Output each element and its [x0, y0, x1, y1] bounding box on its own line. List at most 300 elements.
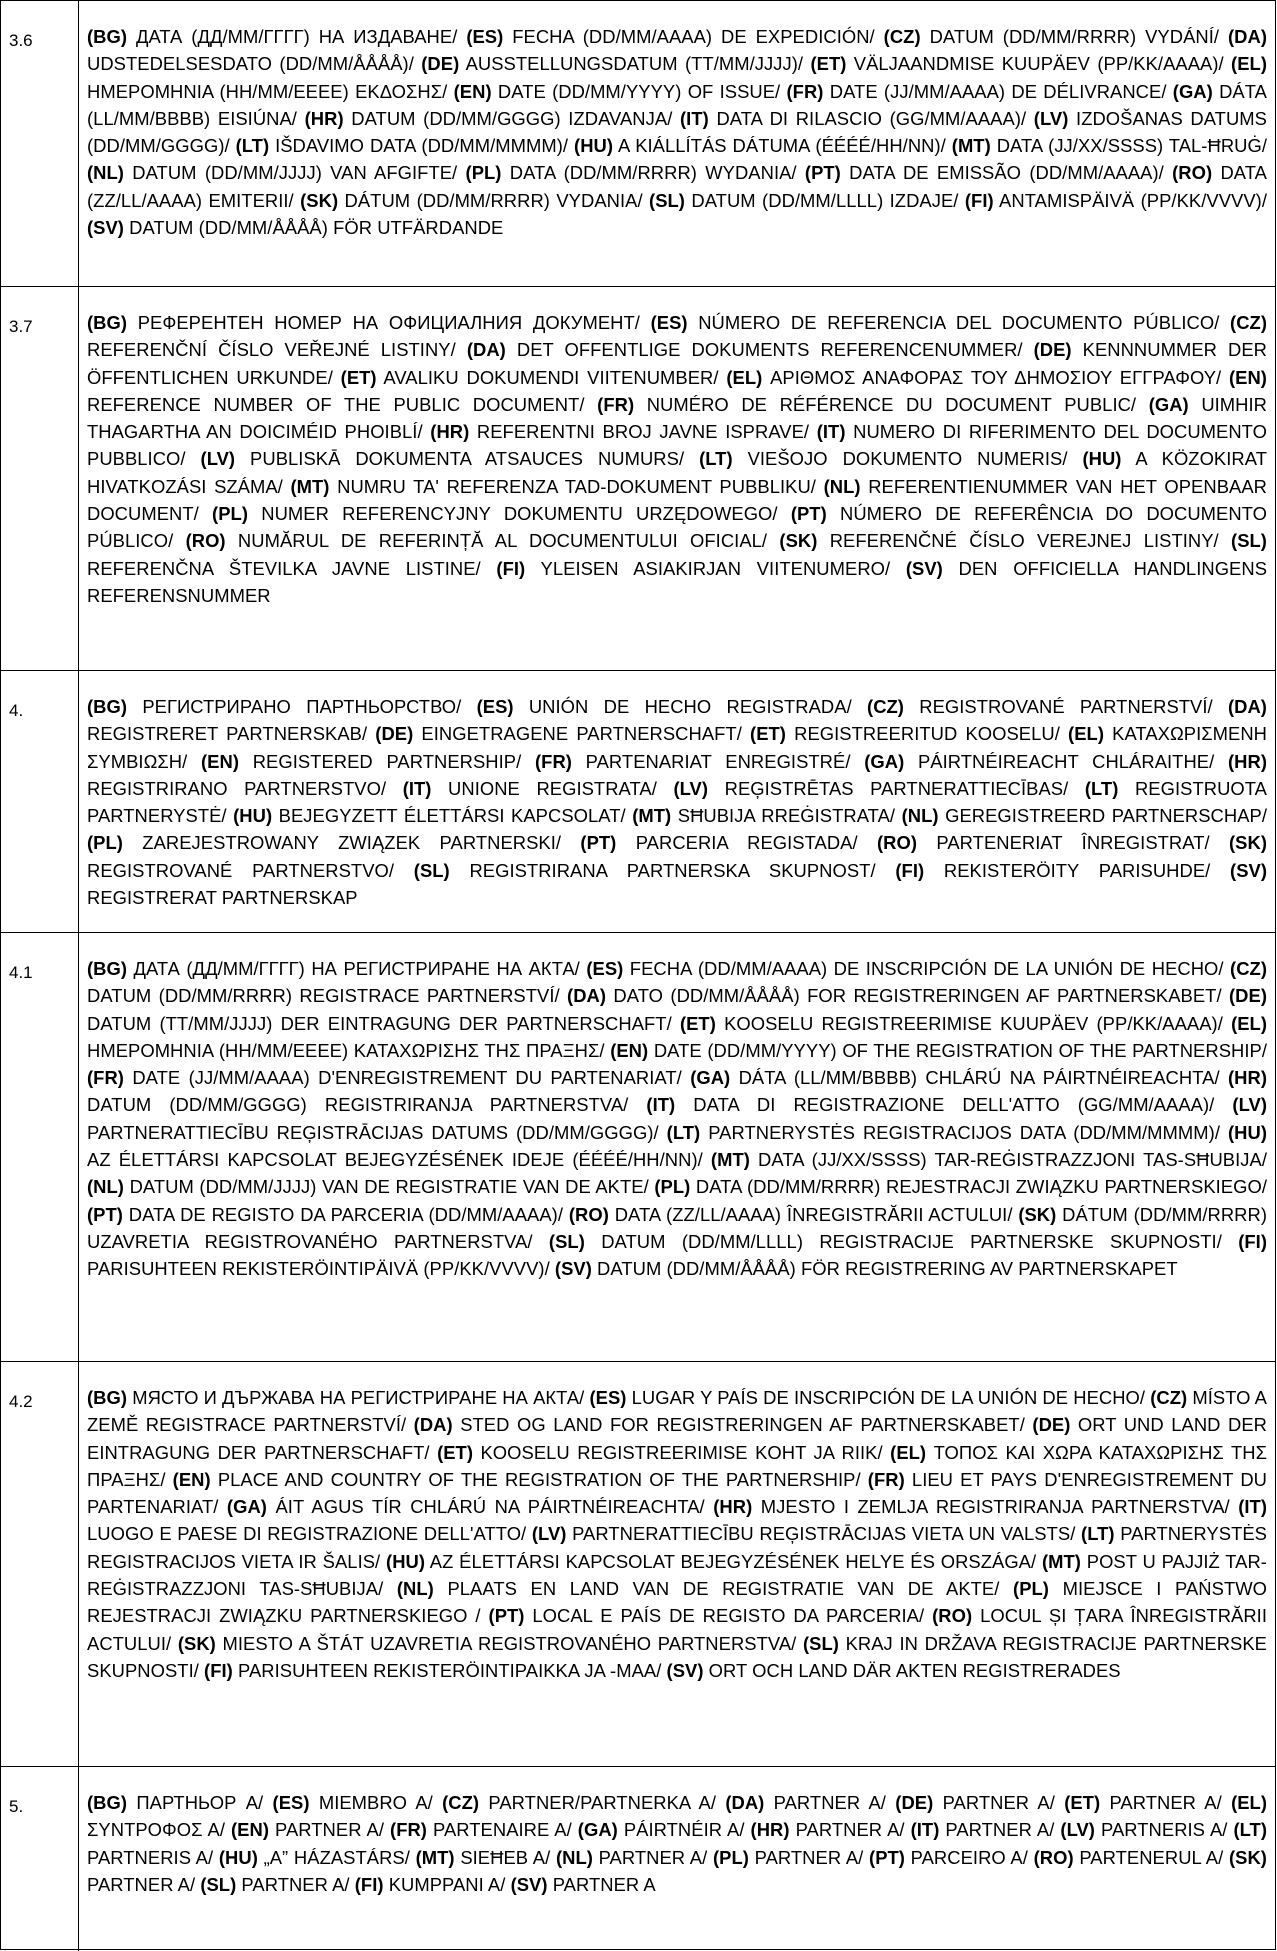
translation-text: DATA (ZZ/LL/AAAA) EMITERII/ — [87, 162, 1267, 211]
translation-text: DATA (ZZ/LL/AAAA) ÎNREGISTRĂRII ACTULUI/ — [608, 1203, 1019, 1225]
language-code: (LT) — [666, 1121, 701, 1143]
translation-text: PARTNER/PARTNERKA A/ — [479, 1792, 726, 1813]
translation-text: ΑΡΙΘΜΟΣ ΑΝΑΦΟΡΑΣ ΤΟΥ ΔΗΜΟΣΙΟΥ ΕΓΓΡΑΦΟΥ/ — [762, 366, 1229, 388]
language-code: (DA) — [413, 1414, 453, 1436]
translation-text: PARTNER A/ — [236, 1873, 355, 1895]
translation-text: REGISTREERITUD KOOSELU/ — [785, 723, 1069, 745]
translation-text: PARTNERATTIECĪBU REĢISTRĀCIJAS DATUMS (DD/MM/GGGG)/ — [87, 1121, 667, 1143]
row-text — [79, 1, 1275, 286]
language-code: (IT) — [1238, 1496, 1267, 1518]
translation-text: NÚMERO DE REFERÊNCIA DO DOCUMENTO PÚBLICO/ — [87, 503, 1268, 552]
translation-text: PUBLISKĀ DOKUMENTA ATSAUCES NUMURS/ — [235, 448, 700, 470]
translation-text: KUMPPANI A/ — [383, 1873, 511, 1895]
translation-text: PARCEIRO A/ — [904, 1846, 1034, 1868]
translation-text: A KIÁLLÍTÁS DÁTUMA (ÉÉÉÉ/HH/NN)/ — [613, 135, 952, 157]
language-code: (SK) — [1018, 1203, 1057, 1225]
language-code: (EN) — [453, 80, 492, 102]
translation-text: ΣΥΝΤΡΟΦΟΣ Α/ — [87, 1819, 231, 1841]
row-number: 3.7 — [1, 287, 79, 670]
language-code: (PT) — [580, 832, 617, 854]
language-code: (NL) — [87, 162, 124, 184]
language-code: (SV) — [87, 217, 124, 239]
row-number: 5. — [1, 1767, 79, 1951]
language-code: (LT) — [699, 448, 733, 470]
translation-text: AZ ÉLETTÁRSI KAPCSOLAT BEJEGYZÉSÉNEK IDEJE (ÉÉÉÉ/HH/NN)/ — [87, 1149, 711, 1171]
language-code: (CZ) — [1230, 958, 1268, 979]
language-code: (MT) — [632, 805, 672, 827]
translation-text: PARTNER A/ — [592, 1846, 713, 1868]
language-code: (EL) — [890, 1441, 927, 1463]
language-code: (CZ) — [442, 1792, 480, 1813]
language-code: (DA) — [466, 339, 506, 361]
translation-text: ZAREJESTROWANY ZWIĄZEK PARTNERSKI/ — [122, 832, 581, 854]
language-code: (PT) — [869, 1846, 905, 1868]
translation-text: DATE (JJ/MM/AAAA) D'ENREGISTREMENT DU PARTENARIAT/ — [123, 1067, 691, 1089]
translation-text: AUSSTELLUNGSDATUM (TT/MM/JJJJ)/ — [459, 53, 811, 75]
language-code: (SL) — [413, 859, 450, 881]
translation-text: ΤΟΠΟΣ ΚΑΙ ΧΩΡΑ ΚΑΤΑΧΩΡΙΣΗΣ ΤΗΣ ΠΡΑΞΗΣ/ — [87, 1441, 1267, 1490]
translation-text: UNIONE REGISTRATA/ — [431, 777, 674, 799]
translation-text: REGISTROVANÉ PARTNERSTVÍ/ — [903, 696, 1228, 717]
translation-text: DATA (JJ/XX/SSSS) TAR-REĠISTRAZZJONI TAS-SĦUBIJA/ — [749, 1149, 1267, 1171]
translation-text: DATUM (DD/MM/JJJJ) VAN AFGIFTE/ — [123, 162, 466, 184]
translation-text: FECHA (DD/MM/AAAA) DE INSCRIPCIÓN DE LA UNIÓN DE HECHO/ — [623, 958, 1231, 979]
translation-text: PARISUHTEEN REKISTERÖINTIPÄIVÄ (PP/KK/VVVV)/ — [87, 1258, 555, 1280]
translation-text: DATA DE REGISTO DA PARCERIA (DD/MM/AAAA)/ — [122, 1203, 569, 1225]
language-code: (LV) — [673, 777, 709, 799]
language-code: (DA) — [1227, 26, 1267, 47]
language-code: (NL) — [396, 1578, 434, 1600]
language-code: (GA) — [226, 1496, 267, 1518]
language-code: (DA) — [567, 985, 607, 1007]
translation-text: DATA DI REGISTRAZIONE DELL'ATTO (GG/MM/AAAA)/ — [675, 1094, 1233, 1116]
translation-text: DET OFFENTLIGE DOKUMENTS REFERENCENUMMER/ — [505, 339, 1034, 361]
language-code: (EN) — [610, 1039, 649, 1061]
translation-text: MÍSTO A ZEMĚ REGISTRACE PARTNERSTVÍ/ — [87, 1387, 1267, 1436]
language-code: (HU) — [1082, 448, 1122, 470]
language-code: (IT) — [816, 421, 846, 443]
translation-text: PARTNERYSTĖS REGISTRACIJOS DATA (DD/MM/MMMM)/ — [700, 1121, 1228, 1143]
language-code: (DA) — [1227, 696, 1267, 717]
translation-text: LOCAL E PAÍS DE REGISTO DA PARCERIA/ — [524, 1605, 933, 1627]
translation-text: REGISTROVANÉ PARTNERSTVO/ — [87, 859, 414, 881]
language-code: (IT) — [402, 777, 432, 799]
translation-text: РЕФЕРЕНТЕН НОМЕР НА ОФИЦИАЛНИЯ ДОКУМЕНТ/ — [127, 312, 651, 333]
translation-text: MIEMBRO A/ — [309, 1792, 443, 1813]
language-code: (FI) — [895, 859, 925, 881]
language-code: (PT) — [488, 1605, 525, 1627]
translation-text: NÚMERO DE REFERENCIA DEL DOCUMENTO PÚBLICO/ — [687, 312, 1231, 333]
language-code: (LT) — [235, 135, 270, 157]
translation-text: REFERENČNÉ ČÍSLO VEREJNEJ LISTINY/ — [817, 530, 1232, 552]
language-code: (PT) — [790, 503, 827, 525]
translation-text: PARISUHTEEN REKISTERÖINTIPAIKKA JA -MAA/ — [232, 1659, 667, 1681]
translation-text: DATA (DD/MM/RRRR) WYDANIA/ — [501, 162, 805, 184]
translation-text: DATUM (DD/MM/ÅÅÅÅ) FÖR REGISTRERING AV PARTNERSKAPET — [591, 1258, 1178, 1280]
translation-text: NUMRU TA' REFERENZA TAD-DOKUMENT PUBBLIKU/ — [329, 475, 824, 497]
translation-text: PARTNERIS A/ — [1094, 1819, 1234, 1841]
language-code: (NL) — [823, 475, 861, 497]
language-code: (SL) — [1231, 530, 1267, 552]
translation-text: DATA (DD/MM/RRRR) REJESTRACJI ZWIĄZKU PARTNERSKIEGO/ — [690, 1176, 1267, 1198]
language-code: (EL) — [1068, 723, 1104, 745]
language-code: (RO) — [877, 832, 918, 854]
language-code: (HR) — [304, 107, 344, 129]
translation-text: ПАРТНЬОР А/ — [127, 1792, 273, 1813]
translation-text: DATUM (DD/MM/LLLL) IZDAJE/ — [684, 189, 965, 211]
translation-text: LUOGO E PAESE DI REGISTRAZIONE DELL'ATTO/ — [87, 1523, 532, 1545]
language-code: (PL) — [87, 832, 123, 854]
language-code: (SL) — [649, 189, 685, 211]
language-code: (SK) — [177, 1632, 216, 1654]
translation-text: UDSTEDELSESDATO (DD/MM/ÅÅÅÅ)/ — [87, 53, 422, 75]
row-text — [79, 1362, 1275, 1766]
translation-text: NUMERO DI RIFERIMENTO DEL DOCUMENTO PUBBLICO/ — [87, 421, 1267, 470]
translation-text: REFERENCE NUMBER OF THE PUBLIC DOCUMENT/ — [87, 393, 598, 415]
language-code: (NL) — [87, 1176, 124, 1198]
language-code: (SK) — [779, 530, 818, 552]
language-code: (ET) — [750, 723, 786, 745]
translation-text: POST U PAJJIŻ TAR-REĠISTRAZZJONI TAS-SĦUBIJA/ — [87, 1550, 1267, 1600]
language-code: (GA) — [1172, 80, 1213, 102]
translation-text: DATUM (DD/MM/ÅÅÅÅ) FÖR UTFÄRDANDE — [123, 217, 504, 239]
language-code: (HR) — [430, 421, 470, 443]
language-code: (BG) — [87, 958, 128, 979]
translation-text: VÄLJAANDMISE KUUPÄEV (PP/KK/AAAA)/ — [846, 53, 1232, 75]
translation-text: MIEJSCE I PAŃSTWO REJESTRACJI ZWIĄZKU PARTNERSKIEGO / — [87, 1578, 1268, 1627]
translation-text: DATO (DD/MM/ÅÅÅÅ) FOR REGISTRERINGEN AF PARTNERSKABET/ — [606, 985, 1229, 1007]
language-code: (MT) — [710, 1149, 750, 1171]
language-code: (PL) — [654, 1176, 691, 1198]
language-code: (MT) — [951, 135, 991, 157]
translation-text: DATA (JJ/XX/SSSS) TAL-ĦRUĠ/ — [990, 135, 1267, 157]
language-code: (BG) — [87, 696, 128, 717]
translation-text: DÁTUM (DD/MM/RRRR) VYDANIA/ — [338, 189, 650, 211]
translation-text: PLACE AND COUNTRY OF THE REGISTRATION OF THE PARTNERSHIP/ — [210, 1468, 868, 1490]
language-code: (RO) — [185, 530, 226, 552]
language-code: (BG) — [87, 1792, 128, 1813]
translation-text: PÁIRTNÉIR A/ — [617, 1819, 751, 1841]
translation-text: REFERENČNA ŠTEVILKA JAVNE LISTINE/ — [87, 557, 497, 579]
language-code: (FI) — [1238, 1230, 1268, 1252]
language-code: (DE) — [1229, 985, 1267, 1007]
language-code: (BG) — [87, 312, 128, 333]
language-code: (IT) — [910, 1819, 940, 1841]
language-code: (NL) — [901, 805, 939, 827]
language-code: (LV) — [531, 1523, 567, 1545]
translation-text: DATUM (DD/MM/RRRR) VYDÁNÍ/ — [920, 26, 1228, 47]
translation-text: PARTENARIAT ENREGISTRÉ/ — [571, 750, 865, 772]
language-code: (HU) — [218, 1846, 258, 1868]
translation-text: NUMER REFERENCYJNY DOKUMENTU URZĘDOWEGO/ — [248, 503, 791, 525]
translation-text: VIEŠOJO DOKUMENTO NUMERIS/ — [732, 448, 1083, 470]
translation-text: REFERENČNÍ ČÍSLO VEŘEJNÉ LISTINY/ — [87, 339, 467, 361]
row-text — [79, 287, 1275, 670]
language-code: (LT) — [1084, 777, 1119, 799]
language-code: (PL) — [1013, 1578, 1049, 1600]
translation-text: A KÖZOKIRAT HIVATKOZÁSI SZÁMA/ — [87, 448, 1267, 497]
translation-text: DATE (JJ/MM/AAAA) DE DÉLIVRANCE/ — [823, 80, 1173, 102]
translation-text: DÁTA (LL/MM/BBBB) CHLÁRÚ NA PÁIRTNÉIREACHTA/ — [730, 1067, 1228, 1089]
language-code: (BG) — [87, 1387, 128, 1408]
language-code: (SK) — [300, 189, 339, 211]
translation-text: PARTENAIRE A/ — [426, 1819, 578, 1841]
language-code: (HR) — [713, 1496, 753, 1518]
language-code: (LV) — [1033, 107, 1069, 129]
translation-text: KOOSELU REGISTREERIMISE KOHT JA RIIK/ — [473, 1441, 891, 1463]
translation-text: PARTNER A/ — [933, 1792, 1065, 1813]
translation-text: REGISTRERAT PARTNERSKAP — [87, 887, 358, 909]
translation-text: ΗΜΕΡΟΜΗΝΙΑ (ΗΗ/ΜΜ/ΕΕΕΕ) ΕΚΔΟΣΗΣ/ — [87, 80, 454, 102]
translation-text: REGISTRIRANO PARTNERSTVO/ — [87, 777, 403, 799]
row-number: 3.6 — [1, 1, 79, 286]
translation-text: REKISTERÖITY PARISUHDE/ — [924, 859, 1231, 881]
translation-text: UNIÓN DE HECHO REGISTRADA/ — [513, 696, 868, 717]
translation-text: PARTNER A/ — [748, 1846, 870, 1868]
language-code: (SV) — [1230, 859, 1268, 881]
language-code: (NL) — [555, 1846, 593, 1868]
language-code: (DE) — [1033, 339, 1072, 361]
table-row — [1, 1, 1275, 287]
language-code: (DA) — [725, 1792, 765, 1813]
translation-text: PARTNERYSTĖS REGISTRACIJOS VIETA IR ŠALIS/ — [87, 1523, 1267, 1572]
language-code: (IT) — [646, 1094, 676, 1116]
translation-text: DEN OFFICIELLA HANDLINGENS REFERENSNUMMER — [87, 557, 1268, 606]
translation-text: ΚΑΤΑΧΩΡΙΣΜΕΝΗ ΣΥΜΒΙΩΣΗ/ — [87, 723, 1268, 772]
language-code: (EN) — [172, 1468, 211, 1490]
table-row — [1, 287, 1275, 671]
language-code: (FR) — [87, 1067, 124, 1089]
translation-text: ORT UND LAND DER EINTRAGUNG DER PARTNERSCHAFT/ — [87, 1414, 1267, 1463]
translation-text: DATA DE EMISSÃO (DD/MM/AAAA)/ — [840, 162, 1173, 184]
translation-text: REGISTRUOTA PARTNERYSTĖ/ — [87, 777, 1267, 827]
translation-text: DÁTUM (DD/MM/RRRR) UZAVRETIA REGISTROVANÉHO PARTNERSTVA/ — [87, 1203, 1267, 1252]
translation-text: MIESTO A ŠTÁT UZAVRETIA REGISTROVANÉHO PARTNERSTVA/ — [215, 1632, 803, 1654]
translation-text: DATA DI RILASCIO (GG/MM/AAAA)/ — [708, 107, 1034, 129]
language-code: (HU) — [233, 805, 273, 827]
language-code: (DE) — [1032, 1414, 1071, 1436]
translation-text: LIEU ET PAYS D'ENREGISTREMENT DU PARTENARIAT/ — [87, 1468, 1267, 1518]
translation-text: REFERENTNI BROJ JAVNE ISPRAVE/ — [469, 421, 817, 443]
translation-text: AVALIKU DOKUMENDI VIITENUMBER/ — [376, 366, 727, 388]
language-code: (FI) — [496, 557, 526, 579]
language-code: (CZ) — [1230, 312, 1267, 333]
language-code: (CZ) — [1150, 1387, 1188, 1408]
language-code: (ES) — [650, 312, 688, 333]
language-code: (DE) — [895, 1792, 934, 1813]
row-number: 4.1 — [1, 933, 79, 1361]
translation-text: KRAJ IN DRŽAVA REGISTRACIJE PARTNERSKE SKUPNOSTI/ — [87, 1632, 1267, 1681]
language-code: (LT) — [1081, 1523, 1115, 1545]
language-code: (PL) — [712, 1846, 749, 1868]
translation-text: YLEISEN ASIAKIRJAN VIITENUMERO/ — [525, 557, 906, 579]
table-row — [1, 933, 1275, 1362]
translation-text: PARTNER A/ — [269, 1819, 391, 1841]
row-text — [79, 1767, 1275, 1951]
translation-text: PARTENERIAT ÎNREGISTRAT/ — [917, 832, 1229, 854]
translation-text: LOCUL ȘI ȚARA ÎNREGISTRĂRII ACTULUI/ — [87, 1605, 1267, 1654]
table-row — [1, 1767, 1275, 1951]
translation-text: NUMĂRUL DE REFERINȚĂ AL DOCUMENTULUI OFICIAL/ — [225, 530, 780, 552]
translation-text: IŠDAVIMO DATA (DD/MM/MMMM)/ — [269, 135, 575, 157]
language-code: (ET) — [340, 366, 377, 388]
translation-text: SĦUBIJA RREĠISTRATA/ — [671, 805, 902, 827]
translation-text: SIEĦEB A/ — [454, 1846, 556, 1868]
translation-text: ÁIT AGUS TÍR CHLÁRÚ NA PÁIRTNÉIREACHTA/ — [266, 1496, 714, 1518]
translation-text: DATUM (DD/MM/GGGG) IZDAVANJA/ — [343, 107, 680, 129]
language-code: (ET) — [810, 53, 847, 75]
translation-text: PARTNER A — [547, 1873, 656, 1895]
language-code: (HU) — [386, 1550, 426, 1572]
translation-text: MJESTO I ZEMLJA REGISTRIRANJA PARTNERSTVA/ — [752, 1496, 1239, 1518]
language-code: (MT) — [1041, 1550, 1081, 1572]
translation-text: PARTNER A/ — [789, 1819, 911, 1841]
language-code: (ET) — [1064, 1792, 1101, 1813]
language-code: (LV) — [1232, 1094, 1267, 1116]
row-number: 4.2 — [1, 1362, 79, 1766]
language-code: (RO) — [932, 1605, 973, 1627]
translation-text: ORT OCH LAND DÄR AKTEN REGISTRERADES — [703, 1659, 1121, 1681]
language-code: (PT) — [87, 1203, 123, 1225]
translation-text: PARTNER A/ — [1100, 1792, 1232, 1813]
language-code: (DE) — [375, 723, 414, 745]
translation-text: REGISTERED PARTNERSHIP/ — [239, 750, 535, 772]
translation-text: UIMHIR THAGARTHA AN DOICIMÉID PHOIBLÍ/ — [87, 393, 1268, 443]
translation-text: REĢISTRĒTAS PARTNERATTIECĪBAS/ — [708, 777, 1085, 799]
translation-text: REGISTRIRANA PARTNERSKA SKUPNOST/ — [449, 859, 896, 881]
language-code: (LV) — [1060, 1819, 1095, 1841]
language-code: (ES) — [589, 1387, 627, 1408]
translation-text: PARTNER A/ — [939, 1819, 1061, 1841]
language-code: (ET) — [679, 1012, 716, 1034]
language-code: (BG) — [87, 26, 128, 47]
language-code: (SK) — [1229, 832, 1267, 854]
language-code: (RO) — [1172, 162, 1213, 184]
translation-text: DATUM (DD/MM/LLLL) REGISTRACIJE PARTNERSKE SKUPNOSTI/ — [584, 1230, 1239, 1252]
translation-text: PARCERIA REGISTADA/ — [616, 832, 877, 854]
language-code: (ES) — [476, 696, 514, 717]
language-code: (FR) — [597, 393, 635, 415]
row-number: 4. — [1, 671, 79, 932]
translation-text: DATUM (DD/MM/JJJJ) VAN DE REGISTRATIE VAN DE AKTE/ — [123, 1176, 655, 1198]
translation-text: FECHA (DD/MM/AAAA) DE EXPEDICIÓN/ — [503, 26, 884, 47]
language-code: (FR) — [867, 1468, 905, 1490]
language-code: (FI) — [204, 1659, 233, 1681]
language-code: (SL) — [802, 1632, 839, 1654]
language-code: (HR) — [1227, 1067, 1267, 1089]
language-code: (SL) — [548, 1230, 585, 1252]
language-code: (SV) — [666, 1659, 704, 1681]
row-text — [79, 671, 1275, 932]
translation-text: PÁIRTNÉIREACHT CHLÁRAITHE/ — [904, 750, 1228, 772]
translation-text: ДАТА (ДД/ММ/ГГГГ) НА РЕГИСТРИРАНЕ НА АКТА/ — [127, 958, 587, 979]
language-code: (GA) — [577, 1819, 618, 1841]
language-code: (EL) — [726, 366, 763, 388]
language-code: (CZ) — [883, 26, 921, 47]
language-code: (HU) — [1227, 1121, 1267, 1143]
translation-text: ДАТА (ДД/ММ/ГГГГ) НА ИЗДАВАНЕ/ — [127, 26, 467, 47]
language-code: (HR) — [750, 1819, 790, 1841]
translation-text: DATUM (DD/MM/GGGG) REGISTRIRANJA PARTNERSTVA/ — [87, 1094, 647, 1116]
translation-text: DATUM (DD/MM/RRRR) REGISTRACE PARTNERSTVÍ/ — [87, 985, 568, 1007]
language-code: (RO) — [568, 1203, 609, 1225]
translation-text: DATE (DD/MM/YYYY) OF ISSUE/ — [491, 80, 787, 102]
language-code: (MT) — [290, 475, 330, 497]
language-code: (FI) — [354, 1873, 384, 1895]
language-code: (HU) — [574, 135, 614, 157]
language-code: (ES) — [586, 958, 624, 979]
language-code: (ES) — [272, 1792, 310, 1813]
language-code: (EL) — [1231, 1792, 1268, 1813]
translation-text: AZ ÉLETTÁRSI KAPCSOLAT BEJEGYZÉSÉNEK HELYE ÉS ORSZÁGA/ — [425, 1550, 1042, 1572]
language-code: (SV) — [510, 1873, 548, 1895]
translation-text: DATE (DD/MM/YYYY) OF THE REGISTRATION OF THE PARTNERSHIP/ — [648, 1039, 1267, 1061]
translation-text: STED OG LAND FOR REGISTRERINGEN AF PARTNERSKABET/ — [452, 1414, 1033, 1436]
translation-text: NUMÉRO DE RÉFÉRENCE DU DOCUMENT PUBLIC/ — [634, 393, 1149, 415]
translation-text: PARTNER A/ — [87, 1873, 201, 1895]
language-code: (EN) — [231, 1819, 269, 1841]
language-code: (IT) — [680, 107, 709, 129]
translation-text: REGISTRERET PARTNERSKAB/ — [87, 723, 376, 745]
language-code: (GA) — [864, 750, 905, 772]
language-code: (FI) — [964, 189, 994, 211]
language-code: (PL) — [212, 503, 248, 525]
language-code: (GA) — [690, 1067, 731, 1089]
language-code: (FR) — [390, 1819, 427, 1841]
translation-text: LUGAR Y PAÍS DE INSCRIPCIÓN DE LA UNIÓN DE HECHO/ — [626, 1387, 1151, 1408]
language-code: (EL) — [1231, 53, 1267, 75]
translation-text: BEJEGYZETT ÉLETTÁRSI KAPCSOLAT/ — [272, 805, 633, 827]
language-code: (FR) — [534, 750, 572, 772]
language-code: (MT) — [415, 1846, 455, 1868]
translation-text: KOOSELU REGISTREERIMISE KUUPÄEV (PP/KK/AAAA)/ — [715, 1012, 1232, 1034]
translation-text: PARTNERATTIECĪBU REĢISTRĀCIJAS VIETA UN VALSTS/ — [566, 1523, 1082, 1545]
language-code: (SV) — [554, 1258, 592, 1280]
translation-text: МЯСТО И ДЪРЖАВА НА РЕГИСТРИРАНЕ НА АКТА/ — [127, 1387, 590, 1408]
language-code: (HR) — [1227, 750, 1267, 772]
translation-text: KENNNUMMER DER ÖFFENTLICHEN URKUNDE/ — [87, 339, 1267, 388]
translation-text: REFERENTIENUMMER VAN HET OPENBAAR DOCUMENT/ — [87, 475, 1267, 525]
language-code: (CZ) — [867, 696, 904, 717]
language-code: (ET) — [437, 1441, 474, 1463]
translation-text: EINGETRAGENE PARTNERSCHAFT/ — [413, 723, 751, 745]
translation-text: PARTENERUL A/ — [1073, 1846, 1229, 1868]
language-code: (GA) — [1148, 393, 1189, 415]
translation-text: IZDOŠANAS DATUMS (DD/MM/GGGG)/ — [87, 107, 1267, 157]
language-code: (EN) — [1228, 366, 1267, 388]
translation-text: DÁTA (LL/MM/BBBB) EISIÚNA/ — [87, 80, 1267, 129]
language-code: (SV) — [905, 557, 943, 579]
translation-text: „A” HÁZASTÁRS/ — [257, 1846, 416, 1868]
translation-text: PLAATS EN LAND VAN DE REGISTRATIE VAN DE AKTE/ — [433, 1578, 1014, 1600]
translation-text: ANTAMISPÄIVÄ (PP/KK/VVVV)/ — [993, 189, 1267, 211]
language-code: (PL) — [465, 162, 502, 184]
language-code: (EL) — [1231, 1012, 1268, 1034]
translation-text: РЕГИСТРИРАНО ПАРТНЬОРСТВО/ — [127, 696, 477, 717]
translation-text: DATUM (TT/MM/JJJJ) DER EINTRAGUNG DER PARTNERSCHAFT/ — [87, 1012, 680, 1034]
translation-text: GEREGISTREERD PARTNERSCHAP/ — [938, 805, 1267, 827]
language-code: (LV) — [200, 448, 236, 470]
table-row — [1, 1362, 1275, 1767]
table-row — [1, 671, 1275, 933]
language-code: (ES) — [466, 26, 504, 47]
translation-text: PARTNERIS A/ — [87, 1846, 219, 1868]
language-code: (FR) — [786, 80, 824, 102]
language-code: (EN) — [201, 750, 239, 772]
row-text — [79, 933, 1275, 1361]
translation-text: ΗΜΕΡΟΜΗΝΙΑ (ΗΗ/ΜΜ/ΕΕΕΕ) ΚΑΤΑΧΩΡΙΣΗΣ ΤΗΣ ΠΡΑΞΗΣ/ — [87, 1039, 611, 1061]
language-code: (RO) — [1033, 1846, 1074, 1868]
